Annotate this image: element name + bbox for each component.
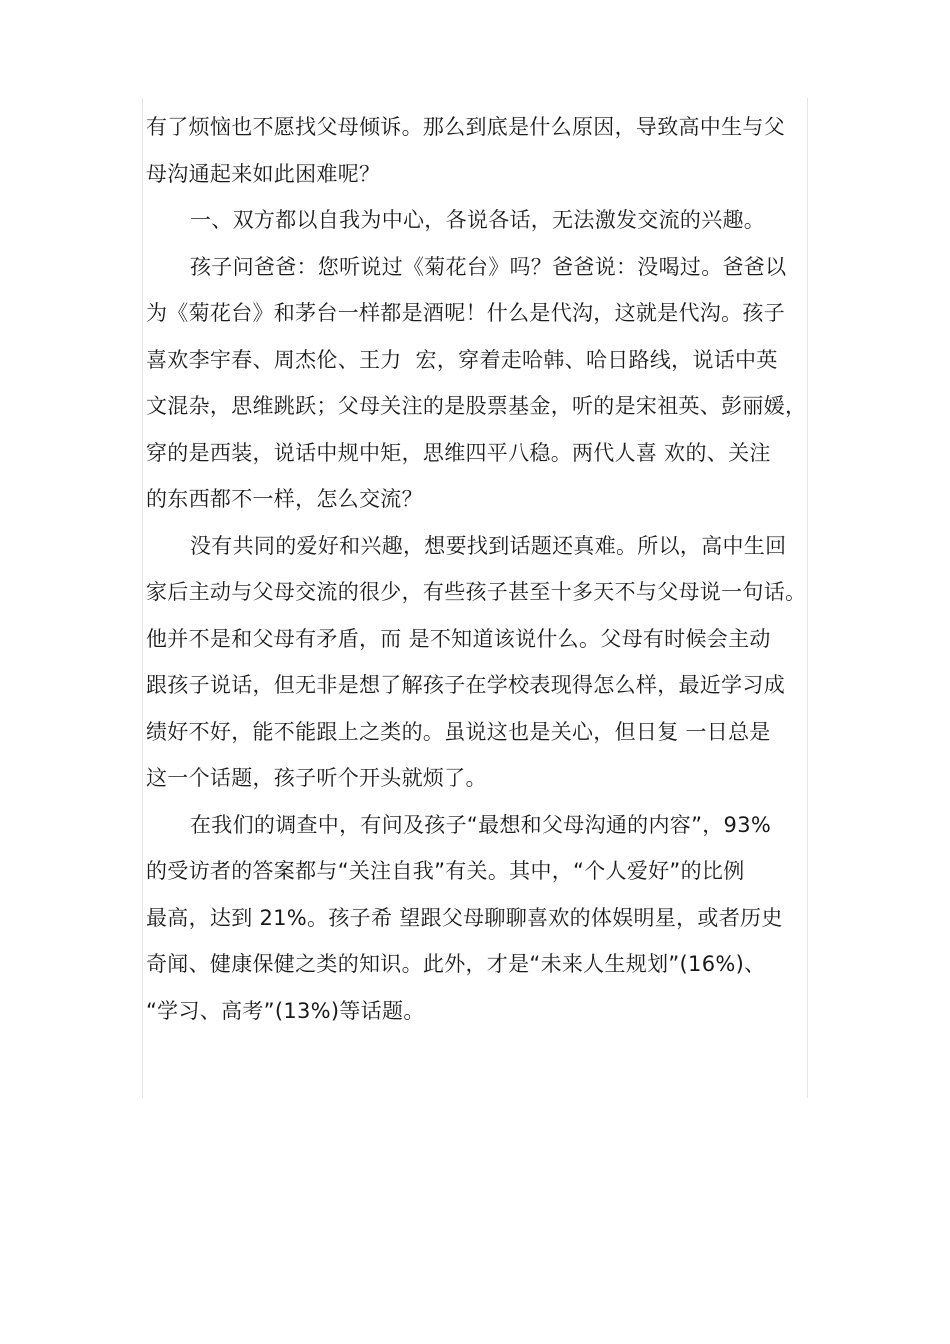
text-line-1: 有了烦恼也不愿找父母倾诉。那么到底是什么原因，导致高中生与父	[146, 115, 785, 139]
text-line-14: 绩好不好，能不能跟上之类的。虽说这也是关心，但日复 一日总是	[146, 719, 771, 744]
text-line-15: 这一个话题，孩子听个开头就烦了。	[146, 766, 487, 790]
text-line-12: 他并不是和父母有矛盾，而 是不知道该说什么。父母有时候会主动	[146, 626, 771, 651]
text-line-13: 跟孩子说话，但无非是想了解孩子在学校表现得怎么样，最近学习成	[146, 673, 785, 697]
text-line-7: 文混杂，思维跳跃；父母关注的是股票基金，听的是宋祖英、彭丽媛，	[146, 394, 807, 418]
text-line-17: 的受访者的答案都与“关注自我”有关。其中，“个人爱好”的比例	[146, 859, 745, 883]
document-body	[146, 104, 826, 1034]
text-line-10: 没有共同的爱好和兴趣，想要找到话题还真难。所以，高中生回	[190, 533, 787, 558]
text-line-5: 为《菊花台》和茅台一样都是酒呢！什么是代沟，这就是代沟。孩子	[146, 301, 785, 325]
text-line-19: 奇闻、健康保健之类的知识。此外，才是“未来人生规划”(16%)、	[146, 952, 766, 976]
text-line-20: “学习、高考”(13%)等话题。	[146, 998, 425, 1023]
section-heading: 一、双方都以自我为中心，各说各话，无法激发交流的兴趣。	[190, 208, 766, 232]
text-line-16: 在我们的调查中，有问及孩子“最想和父母沟通的内容”，93%	[190, 812, 772, 837]
text-line-4: 孩子问爸爸：您听说过《菊花台》吗？爸爸说：没喝过。爸爸以	[190, 254, 787, 279]
text-line-6: 喜欢李宇春、周杰伦、王力 宏，穿着走哈韩、哈日路线，说话中英	[146, 347, 778, 372]
text-line-8: 穿的是西装，说话中规中矩，思维四平八稳。两代人喜 欢的、关注	[146, 440, 771, 465]
text-line-18: 最高，达到 21%。孩子希 望跟父母聊聊喜欢的体娱明星，或者历史	[146, 905, 783, 930]
text-line-2: 母沟通起来如此困难呢？	[146, 161, 381, 186]
text-line-11: 家后主动与父母交流的很少，有些孩子甚至十多天不与父母说一句话。	[146, 580, 807, 604]
text-line-9: 的东西都不一样，怎么交流？	[146, 487, 423, 511]
